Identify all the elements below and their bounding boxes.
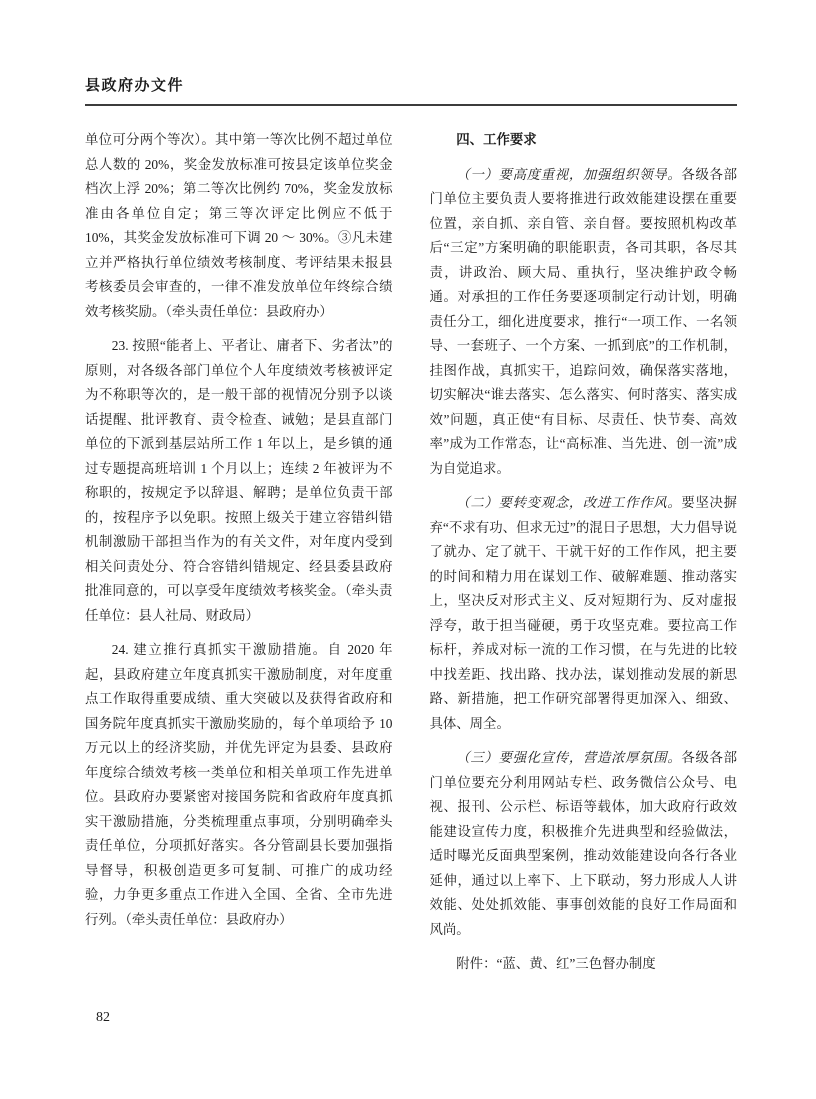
attachment-line: 附件：“蓝、黄、红”三色督办制度 — [456, 956, 656, 971]
paragraph-1-lead: （一）要高度重视，加强组织领导。 — [456, 166, 682, 182]
paragraph-requirement-2 — [430, 491, 738, 736]
document-header — [85, 74, 737, 106]
two-column-body — [85, 128, 737, 987]
paragraph-requirement-3 — [430, 746, 738, 942]
paragraph-item-23: 23. 按照“能者上、平者让、庸者下、劣者汰”的原则，对各级各部门单位个人年度绩效考核被评定为不称职等次的，是一般干部的视情况分别予以谈话提醒、批评教育、责令检查、诫勉；是县直部门单位的下派到基层站所工作 1 年以上，是乡镇的通过专题提高班培训 1 个月以上；连续 2 年被评为不称职的，按规定予以辞退、解聘；是单位负责干部的，按程序予以免职。按照上级关于建立容错纠错机制激励干部担当作为的有关文件，对年度内受到相关问责处分、符合容错纠错规定、经县委县政府批准同意的，可以享受年度绩效考核奖金。（牵头责任单位：县人社局、财政局） — [85, 338, 393, 623]
paragraph-requirement-1 — [430, 163, 738, 482]
paragraph-1-body: 各级各部门单位主要负责人要将推进行政效能建设摆在重要位置，亲自抓、亲自管、亲自督。要按照机构改革后“三定”方案明确的职能职责，各司其职，各尽其责，讲政治、顾大局、重执行，坚决维护政令畅通。对承担的工作任务要逐项制定行动计划，明确责任分工，细化进度要求，推行“一项工作、一名领导、一套班子、一个方案、一抓到底”的工作机制，挂图作战，真抓实干，追踪问效，确保落实落地，切实解决“谁去落实、怎么落实、何时落实、落实成效”问题，真正使“有目标、尽责任、快节奏、高效率”成为工作常态，让“高标准、当先进、创一流”成为自觉追求。 — [429, 166, 738, 476]
paragraph-3-body: 各级各部门单位要充分利用网站专栏、政务微信公众号、电视、报刊、公示栏、标语等载体，加大政府行政效能建设宣传力度，积极推介先进典型和经验做法，适时曝光反面典型案例，推动效能建设向各行各业延伸，通过以上率下、上下联动，努力形成人人讲效能、处处抓效能、事事创效能的良好工作局面和风尚。 — [429, 750, 738, 937]
page-number: 82 — [96, 1010, 110, 1025]
paragraph-continuation: 单位可分两个等次）。其中第一等次比例不超过单位总人数的 20%，奖金发放标准可按县定该单位奖金档次上浮 20%；第二等次比例约 70%，奖金发放标准由各单位自定；第三等次评定比例应不低于 10%，其奖金发放标准可下调 20 ～ 30%。③凡未建立并严格执行单位绩效考核制度、考评结果未报县考核委员会审查的，一律不准发放单位年终综合绩效考核奖励。（牵头责任单位：县政府办） — [85, 132, 393, 319]
paragraph-item-24: 24. 建立推行真抓实干激励措施。自 2020 年起，县政府建立年度真抓实干激励制度，对年度重点工作取得重要成绩、重大突破以及获得省政府和国务院年度真抓实干激励奖励的，每个单项给予 10 万元以上的经济奖励，并优先评定为县委、县政府年度综合绩效考核一类单位和相关单项工作先进单位。县政府办要紧密对接国务院和省政府年度真抓实干激励措施，分类梳理重点事项，分别明确牵头责任单位，分项抓好落实。各分管副县长要加强指导督导，积极创造更多可复制、可推广的成功经验，力争更多重点工作进入全国、全省、全市先进行列。（牵头责任单位：县政府办） — [85, 642, 393, 927]
paragraph-2-body: 要坚决摒弃“不求有功、但求无过”的混日子思想，大力倡导说了就办、定了就干、干就干好的工作作风，把主要的时间和精力用在谋划工作、破解难题、推动落实上，坚决反对形式主义、反对短期行为、反对虚报浮夸，敢于担当碰硬，勇于攻坚克难。要拉高工作标杆，养成对标一流的工作习惯，在与先进的比较中找差距、找出路、找办法，谋划推动发展的新思路、新措施，把工作研究部署得更加深入、细致、具体、周全。 — [429, 495, 738, 731]
right-column — [430, 128, 738, 987]
paragraph-2-lead: （二）要转变观念，改进工作作风。 — [456, 495, 682, 510]
doc-type-label: 县政府办文件 — [85, 78, 185, 94]
section-heading: 四、工作要求 — [456, 132, 537, 147]
left-column — [85, 128, 393, 987]
paragraph-3-lead: （三）要强化宣传，营造浓厚氛围。 — [456, 750, 682, 765]
